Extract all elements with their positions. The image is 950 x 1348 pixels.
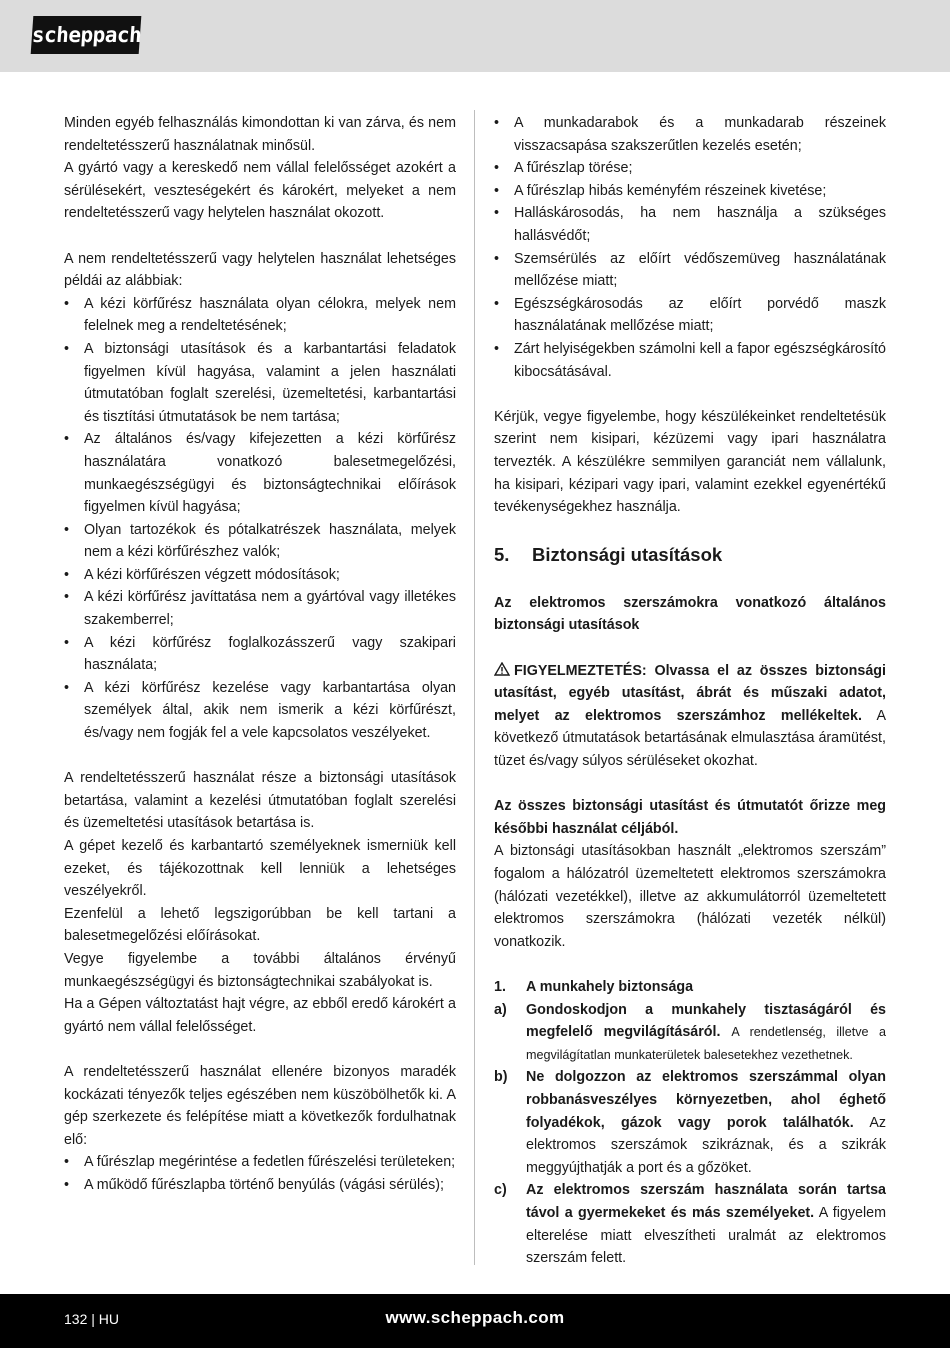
warning-triangle-icon [494, 662, 510, 676]
column-divider [474, 110, 475, 1265]
page-header [0, 0, 950, 72]
list-item: • A kézi körfűrész foglalkozásszerű vagy szakipari használata; [64, 632, 456, 677]
risk-list [64, 1151, 456, 1196]
subsection-title: Az elektromos szerszámokra vonatkozó általános biztonsági utasítások [494, 594, 886, 634]
list-item: • A munkadarabok és a munkadarab részeinek visszacsapása szakszerűtlen kezelés esetén; [494, 112, 886, 157]
page-footer [0, 1294, 950, 1348]
numbered-heading [494, 976, 886, 999]
list-item: • A fűrészlap törése; [494, 157, 886, 180]
item-label: c) [494, 1182, 507, 1199]
paragraph: A nem rendeltetésszerű vagy helytelen használat lehetséges példái az alábbiak: [64, 250, 456, 290]
safety-item [494, 1066, 886, 1179]
footer-separator: | [91, 1311, 95, 1327]
paragraph: Ezenfelül a lehető legszigorúbban be kell tartani a balesetmegelőzési előírásokat. [64, 905, 456, 945]
list-item: • A kézi körfűrész kezelése vagy karbantartása olyan személyek által, akik nem ismerik a kézi körfűrészt, és/vagy nem fogják fel a vele kapcsolatos veszélyeket. [64, 677, 456, 745]
paragraph: A rendeltetésszerű használat ellenére bizonyos maradék kockázati tényezők teljes egészében nem küszöbölhetők ki. A gép szerkezete és felépítése miatt a következők fordulhatnak elő: [64, 1063, 456, 1148]
paragraph: A gépet kezelő és karbantartó személyeknek ismerniük kell ezeket, és tájékozottnak kell lenniük a lehetséges veszélyekről. [64, 838, 456, 900]
list-item: • A biztonsági utasítások és a karbantartási feladatok figyelmen kívül hagyása, valamint a jelen használati útmutatóban foglalt szerelési, üzemeltetési, karbantartási és tisztítási útmutatások be nem tartása; [64, 338, 456, 428]
item-text: Az elektromos szerszámok szikráznak, és a szikrák meggyújthatják a port és a gőzöket. [526, 1114, 886, 1176]
paragraph: Kérjük, vegye figyelembe, hogy készülékeinket rendeltetésük szerint nem kisipari, kézüzemi vagy ipari használatra tervezték. A készülékre semmilyen garanciát nem vállalunk, ha kisipari, kézipari vagy ipari, valamint ezekkel egyenértékű tevékenységekhez használja. [494, 408, 886, 516]
item-text: A rendetlenség, illetve a megvilágítatlan munkaterületek balesetekhez vezethetnek. [526, 1025, 886, 1062]
paragraph: A gyártó vagy a kereskedő nem vállal felelősséget azokért a sérülésekért, veszteségekért és károkért, melyeket a nem rendeltetésszerű vagy helytelen használat okozott. [64, 160, 456, 222]
list-item: • A kézi körfűrészen végzett módosítások; [64, 564, 456, 587]
paragraph: A biztonsági utasításokban használt „elektromos szerszám” fogalom a hálózatról üzemeltetett elektromos szerszámokra (hálózati vezetékkel), illetve az akkumulátorról üzemeltetett elektromos szerszámokra (hálózati vezeték nélkül) vonatkozik. [494, 843, 886, 950]
item-title: A munkahely biztonsága [526, 978, 694, 995]
section-number: 5. [494, 544, 510, 566]
website-link[interactable]: www.scheppach.com [385, 1308, 565, 1327]
list-item: • A kézi körfűrész javíttatása nem a gyártóval vagy illetékes szakemberrel; [64, 586, 456, 631]
right-column [494, 112, 886, 1270]
item-label: a) [494, 1001, 507, 1018]
safety-item [494, 999, 886, 1067]
item-text: A figyelem elterelése miatt elveszítheti uralmát az elektromos szerszám felett. [526, 1204, 886, 1267]
keep-instructions-title: Az összes biztonsági utasítást és útmutatót őrizze meg későbbi használat céljából. [494, 798, 886, 837]
section-title: Biztonsági utasítások [532, 544, 723, 566]
list-item: • A fűrészlap megérintése a fedetlen fűrészelési területeken; [64, 1151, 456, 1174]
list-item: • Az általános és/vagy kifejezetten a kézi körfűrész használatára vonatkozó balesetmegelőzési, munkaegészségügyi és biztonságtechnikai előírások figyelmen kívül hagyása; [64, 428, 456, 518]
list-item: • Olyan tartozékok és pótalkatrészek használata, melyek nem a kézi körfűrészhez valók; [64, 519, 456, 564]
item-bold-text: Az elektromos szerszám használata során tartsa távol a gyermekeket és más személyeket. [526, 1182, 886, 1221]
item-bold-text: Ne dolgozzon az elektromos szerszámmal olyan robbanásveszélyes környezetben, ahol éghető folyadékok, gázok vagy porok találhatók. [526, 1069, 886, 1131]
left-column [64, 112, 456, 1197]
list-item: • Zárt helyiségekben számolni kell a fapor egészségkárosító kibocsátásával. [494, 338, 886, 383]
warning-bold-text: FIGYELMEZTETÉS: Olvassa el az összes biztonsági utasítást, egyéb utasítást, ábrát és műszaki adatot, melyet az elektromos szerszámhoz mellékeltek. [494, 662, 886, 724]
safety-item [494, 1179, 886, 1269]
list-item: • A működő fűrészlapba történő benyúlás (vágási sérülés); [64, 1174, 456, 1197]
page-number: 132 [64, 1311, 88, 1327]
item-number: 1. [494, 978, 506, 995]
misuse-list [64, 293, 456, 745]
list-item: • Halláskárosodás, ha nem használja a szükséges hallásvédőt; [494, 202, 886, 247]
paragraph: A rendeltetésszerű használat része a biztonsági utasítások betartása, valamint a kezelési útmutatóban foglalt szerelési és üzemeltetési utasítások betartása is. [64, 770, 456, 832]
warning-paragraph [494, 660, 886, 773]
list-item: • A fűrészlap hibás keményfém részeinek kivetése; [494, 180, 886, 203]
section-heading [494, 541, 886, 569]
list-item: • Szemsérülés az előírt védőszemüveg használatának mellőzése miatt; [494, 248, 886, 293]
list-item: • A kézi körfűrész használata olyan célokra, melyek nem felelnek meg a rendeltetésének; [64, 293, 456, 338]
paragraph: Ha a Gépen változtatást hajt végre, az ebből eredő károkért a gyártó nem vállal felelősséget. [64, 996, 456, 1035]
item-bold-text: Gondoskodjon a munkahely tisztaságáról és megfelelő megvilágításáról. [526, 1001, 886, 1041]
paragraph: Minden egyéb felhasználás kimondottan ki van zárva, és nem rendeltetésszerű használatnak minősül. [64, 115, 456, 154]
item-label: b) [494, 1069, 508, 1086]
brand-logo: scheppach [31, 16, 142, 54]
paragraph: Vegye figyelembe a további általános érvényű munkaegészségügyi és biztonságtechnikai szabályokat is. [64, 950, 456, 990]
warning-text: A következő útmutatások betartásának elmulasztása áramütést, tüzet és/vagy súlyos sérüléseket okozhat. [494, 707, 886, 770]
list-item: • Egészségkárosodás az előírt porvédő maszk használatának mellőzése miatt; [494, 293, 886, 338]
risk-list-continued [494, 112, 886, 383]
language-code: HU [98, 1311, 120, 1327]
